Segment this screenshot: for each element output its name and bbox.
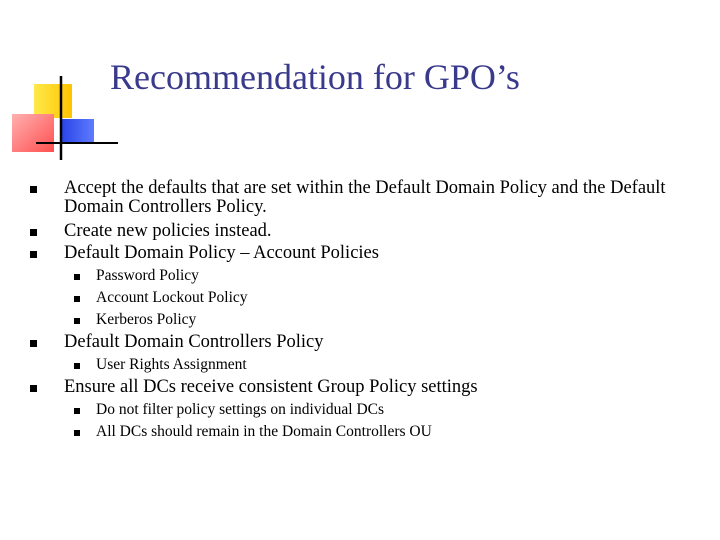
square-bullet-icon [30,340,37,347]
sub-bullet-text: User Rights Assignment [96,356,247,373]
square-bullet-icon [74,430,80,436]
slide-title: Recommendation for GPO’s [110,57,520,97]
square-bullet-icon [74,296,80,302]
sub-bullet-item [96,267,686,285]
square-bullet-icon [74,363,80,369]
sub-bullet-text: Kerberos Policy [96,311,197,328]
sub-bullet-item [96,356,686,374]
sub-bullet-text: Password Policy [96,267,199,284]
bullet-text: Default Domain Controllers Policy [64,332,324,352]
square-bullet-icon [30,385,37,392]
bullet-item [64,244,684,263]
sub-bullet-item [96,423,686,441]
sub-bullet-text: Account Lockout Policy [96,289,248,306]
square-bullet-icon [74,408,80,414]
sub-bullet-text: All DCs should remain in the Domain Controllers OU [96,423,432,440]
square-bullet-icon [74,318,80,324]
sub-bullet-item [96,289,686,307]
bullet-text: Accept the defaults that are set within the Default Domain Policy and the Default Domain Controllers Policy. [64,178,666,217]
bullet-text: Ensure all DCs receive consistent Group Policy settings [64,377,478,397]
square-bullet-icon [30,186,37,193]
square-bullet-icon [74,274,80,280]
bullet-item [64,179,684,217]
sub-bullet-item [96,401,686,419]
bullet-item [64,222,684,241]
bullet-item [64,378,684,397]
sub-bullet-text: Do not filter policy settings on individual DCs [96,401,385,418]
bullet-text: Create new policies instead. [64,221,272,241]
bullet-text: Default Domain Policy – Account Policies [64,243,379,263]
sub-bullet-item [96,311,686,329]
bullet-item [64,333,684,352]
square-bullet-icon [30,251,37,258]
square-bullet-icon [30,229,37,236]
